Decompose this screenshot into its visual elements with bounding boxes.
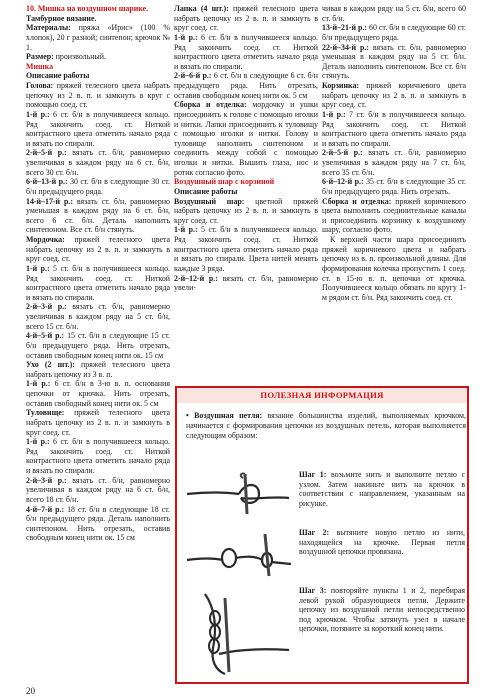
paragraph-lead: Воздушный шар:	[174, 196, 245, 206]
paragraph-lead: 10. Мишка на воздушном шарике.	[26, 4, 149, 13]
paragraph-text: пряжей коричневого цвета набрать цепочку из 2 в. п. и замкнуть в круг соед. ст.	[322, 81, 466, 110]
paragraph-text: пряжей телесного цвета набрать цепочку из 2 в. п. и замкнуть в круг соед. ст.	[26, 235, 170, 264]
paragraph-lead: 2-й–5-й р.:	[322, 148, 363, 158]
col2-paragraph	[174, 100, 318, 177]
paragraph-text: К верхней части шара присоединить пряжей коричневого цвета и набрать цепочку из в. п. произвольной длины. Для формирования колечка пропустить 1 соед. ст. в 15-ю в. п. цепочки от крючка. Получившееся кольцо обязать по кругу 1-м рядом ст. б/н. Ряд закончить соед. ст.	[322, 235, 466, 302]
paragraph-lead: 6-й–12-й р.:	[322, 177, 364, 187]
paragraph-text: 18 ст. б/н в следующие 18 ст. б/н предыдущего ряда. Деталь наполнить синтепоном. Нить отрезать, оставив свободным конец нити ок. 15 см	[26, 504, 170, 543]
col3-paragraph	[322, 23, 466, 42]
paragraph-lead: 1-й р.:	[174, 225, 198, 235]
col1-paragraph	[26, 197, 170, 236]
col3-paragraph	[322, 43, 466, 82]
step-1-text: возьмите нить и выполните петлю с узлом. Затем накиньте нить на крючок в соответствии с направлением, указанным на рисунке.	[299, 470, 465, 508]
intro-text: вязание большинства изделий, выполняемых крючком, начинается с формирования цепочки из воздушных петель, которая выполняется следующим образом:	[186, 411, 466, 440]
col1-paragraph	[26, 476, 170, 505]
col1-paragraph	[26, 52, 170, 62]
col1-paragraph	[26, 81, 170, 110]
paragraph-text: вязать ст. б/н, равномерно увеличивая в каждом ряду на 7 ст. б/н, всего 35 ст. б/н.	[322, 148, 466, 177]
intro-lead: Воздушная петля:	[194, 411, 263, 420]
paragraph-text: 6 ст. б/н в следующие 6 ст. б/н предыдущего ряда. Нить отрезать, оставив свободным конец нити ок. 5 см	[174, 71, 318, 100]
paragraph-text: пряжей телесного цвета набрать цепочку из 3 в. п.	[26, 360, 170, 379]
col2-paragraph	[174, 225, 318, 273]
useful-info-title: ПОЛЕЗНАЯ ИНФОРМАЦИЯ	[177, 388, 467, 403]
paragraph-text: пряжей коричневого цвета выполнить соединительные каналы и присоединить корзинку к воздушному шару, согласно фото.	[322, 196, 466, 235]
col2-paragraph	[174, 71, 318, 100]
paragraph-text: вязать ст. б/н, равномерно увеличивая в каждом ряду на 6 ст. б/н, всего 30 ст. б/н.	[26, 148, 170, 177]
paragraph-text: вязать ст. б/н, равномерно уменьшая в каждом ряду на 5 ст. б/н. Деталь наполнить синтепоном. Все ст. б/н стянуть.	[322, 42, 466, 81]
col3-paragraph	[322, 177, 466, 196]
paragraph-text: чивая в каждом ряду на 5 ст. б/н, всего 60 ст. б/н.	[322, 4, 466, 23]
paragraph-lead: Материалы:	[26, 23, 71, 33]
paragraph-lead: 22-й–34-й р.:	[322, 42, 369, 52]
paragraph-text: 6 ст. б/н в получившееся кольцо. Ряд закончить соед. ст. Ниткой контрастного цвета отметить начало ряда и вязать по спирали.	[26, 437, 170, 475]
col1-paragraph	[26, 62, 170, 72]
step-3-text: повторяйте пункты 1 и 2, перебирая левой рукой образующиеся петли. Держите цепочку из воздушной петли непосредственно под крючком. Чтобы затянуть узел в начале цепочки, потяните за короткий конец нити.	[299, 586, 466, 634]
paragraph-text: вязать ст. б/н, равномерно увеличивая в каждом ряду на 6 ст. б/н, всего 18 ст. б/н.	[26, 475, 170, 504]
paragraph-lead: 1-й р.:	[26, 437, 50, 447]
col2-paragraph	[174, 33, 318, 72]
paragraph-lead: 2-й–3-й р.:	[26, 475, 67, 485]
paragraph-lead: 14-й–17-й р.:	[26, 196, 73, 206]
col3-paragraph	[322, 4, 466, 23]
useful-info-box	[175, 386, 469, 684]
col3-paragraph	[322, 110, 466, 149]
step-2-lead: Шаг 2:	[299, 528, 330, 537]
paragraph-text: 6 ст. б/н в получившееся кольцо. Ряд закончить соед. ст. Ниткой контрастного цвета отметить начало ряда и вязать по спирали.	[26, 109, 170, 148]
column-1	[26, 4, 170, 543]
paragraph-text: 6 ст. б/н в 3-ю в. п. основания цепочки от крючка. Нить отрезать, оставив свободный конец нити ок. 5 см	[26, 379, 170, 408]
step-2-text: вытяните новую петлю из нити, находящейся на крючке. Первая петля воздушной цепочки провязана.	[299, 528, 465, 557]
paragraph-text: вязать ст. б/н, равномерно увеличивая в каждом ряду на 5 ст. б/н, всего 15 ст. б/н.	[26, 302, 170, 331]
col1-paragraph	[26, 360, 170, 379]
paragraph-lead: 6-й–13-й р.:	[26, 177, 68, 187]
col1-paragraph	[26, 379, 170, 408]
paragraph-lead: 1-й р.:	[26, 263, 50, 273]
paragraph-lead: Лапка (4 шт.):	[174, 4, 229, 13]
col1-paragraph	[26, 177, 170, 196]
step-3-illustration	[185, 588, 293, 678]
col1-paragraph	[26, 302, 170, 331]
paragraph-text: пряжа «Ирис» (100 % хлопок), 20 г разной; синтепон; крючок № 1.	[26, 23, 170, 52]
paragraph-text: произвольный.	[53, 52, 106, 62]
paragraph-lead: Описание работы	[26, 71, 90, 81]
paragraph-text: пряжей телесного цвета набрать цепочку из 2 в. п. и замкнуть в круг соед. ст.	[174, 4, 318, 33]
paragraph-lead: Туловище:	[26, 408, 65, 418]
col1-paragraph	[26, 4, 170, 14]
paragraph-lead: Мишка	[26, 61, 54, 71]
paragraph-lead: 1-й р.:	[174, 32, 198, 42]
paragraph-lead: 4-й–7-й р.:	[26, 504, 65, 514]
paragraph-lead: 2-й–3-й р.:	[26, 302, 67, 312]
paragraph-lead: Описание работы	[174, 186, 238, 196]
col1-paragraph	[26, 408, 170, 437]
paragraph-lead: 2-й–5-й р.:	[26, 148, 67, 158]
col3-paragraph	[322, 197, 466, 236]
page-number: 20	[26, 686, 35, 696]
col1-paragraph	[26, 235, 170, 264]
paragraph-lead: 2-й–12-й р.:	[174, 273, 218, 283]
column-3	[322, 4, 466, 302]
paragraph-lead: Размер:	[26, 52, 54, 62]
paragraph-lead: Тамбурное вязание.	[26, 13, 97, 23]
paragraph-lead: 1-й р.:	[26, 379, 51, 389]
paragraph-text: 5 ст. б/н в получившееся кольцо. Ряд закончить соед. ст. Ниткой контрастного цвета отметить начало ряда и вязать по спирали.	[26, 263, 170, 302]
paragraph-lead: Ухо (2 шт.):	[26, 360, 75, 370]
col2-paragraph	[174, 197, 318, 226]
paragraph-lead: 2-й–6-й р.:	[174, 71, 212, 81]
step-2-illustration	[185, 530, 293, 580]
paragraph-text: вязать ст. б/н, равномерно увели-	[174, 273, 318, 293]
useful-info-intro	[186, 411, 466, 440]
col3-paragraph	[322, 148, 466, 177]
step-1-illustration	[185, 468, 293, 520]
col1-paragraph	[26, 23, 170, 52]
paragraph-text: цветной пряжей набрать цепочку из 2 в. п. и замкнуть в круг соед. ст.	[174, 196, 318, 225]
col1-paragraph	[26, 14, 170, 24]
col1-paragraph	[26, 110, 170, 149]
col1-paragraph	[26, 505, 170, 544]
paragraph-text: 7 ст. б/н в получившееся кольцо. Ряд закончить соед. ст. Ниткой контрастного цвета отметить начало ряда и вязать по спирали.	[322, 109, 466, 148]
col1-paragraph	[26, 437, 170, 476]
column-2	[174, 4, 318, 293]
col2-paragraph	[174, 4, 318, 33]
col3-paragraph	[322, 235, 466, 302]
paragraph-text: пряжей телесного цвета набрать цепочку из 2 в. п. и замкнуть в круг с помощью соед. ст.	[26, 81, 170, 110]
col2-paragraph	[174, 274, 318, 293]
col3-paragraph	[322, 81, 466, 110]
paragraph-text: пряжей телесного цвета набрать цепочку из 2 в. п. и замкнуть в круг соед. ст.	[26, 408, 170, 437]
paragraph-lead: Сборка и отделка:	[322, 196, 392, 206]
paragraph-lead: Корзинка:	[322, 81, 360, 90]
step-3-lead: Шаг 3:	[299, 586, 327, 595]
step-1-lead: Шаг 1:	[299, 470, 327, 479]
col1-paragraph	[26, 264, 170, 303]
paragraph-lead: 1-й р.:	[26, 109, 50, 119]
paragraph-lead: 4-й–5-й р.:	[26, 331, 65, 341]
paragraph-lead: Голова:	[26, 81, 54, 90]
col2-paragraph	[174, 177, 318, 187]
paragraph-lead: Воздушный шар с корзиной	[174, 177, 275, 187]
paragraph-text: мордочку и ушки присоединить к голове с помощью иголки и нитки. Лапки присоединить к туловищу с помощью иголки и нитки. Голову и туловище наполнить синтепоном и соединить между собой с помощью иголки и нитки. Вышить глаза, нос и ротик согласно фото.	[174, 100, 319, 177]
col1-paragraph	[26, 148, 170, 177]
paragraph-text: 35 ст. б/н в следующие 35 ст. б/н предыдущего ряда. Нить отрезать.	[322, 177, 466, 196]
paragraph-lead: 1-й р.:	[322, 109, 346, 119]
step-1	[299, 470, 465, 508]
col2-paragraph	[174, 187, 318, 197]
paragraph-text: 30 ст. б/н в следующие 30 ст. б/н предыдущего ряда.	[26, 177, 170, 196]
paragraph-lead: 13-й–21-й р.:	[322, 23, 368, 33]
bullet-icon: •	[186, 411, 189, 420]
paragraph-text: 60 ст. б/н в следующие 60 ст. б/н предыдущего ряда.	[322, 23, 466, 42]
col1-paragraph	[26, 331, 170, 360]
paragraph-lead: Мордочка:	[26, 235, 65, 244]
paragraph-text: 5 ст. б/н в получившееся кольцо. Ряд закончить соед. ст. Ниткой контрастного цвета отметить начало ряда и вязать по спирали. Цвета нитей менять каждые 3 ряда.	[174, 225, 318, 273]
paragraph-lead: Сборка и отделка:	[174, 100, 247, 110]
col1-paragraph	[26, 71, 170, 81]
step-3	[299, 586, 465, 634]
paragraph-text: 6 ст. б/н в получившееся кольцо. Ряд закончить соед. ст. Ниткой контрастного цвета отметить начало ряда и вязать по спирали.	[174, 32, 318, 71]
step-2	[299, 528, 465, 557]
paragraph-text: вязать ст. б/н, равномерно уменьшая в каждом ряду на 6 ст. б/н, всего 6 ст. б/н. Деталь наполнить синтепоном. Все ст. б/н стянуть.	[26, 196, 170, 235]
paragraph-text: 15 ст. б/н в следующие 15 ст. б/н предыдущего ряда. Нить отрезать, оставив свободным конец нити ок. 15 см	[26, 331, 170, 360]
